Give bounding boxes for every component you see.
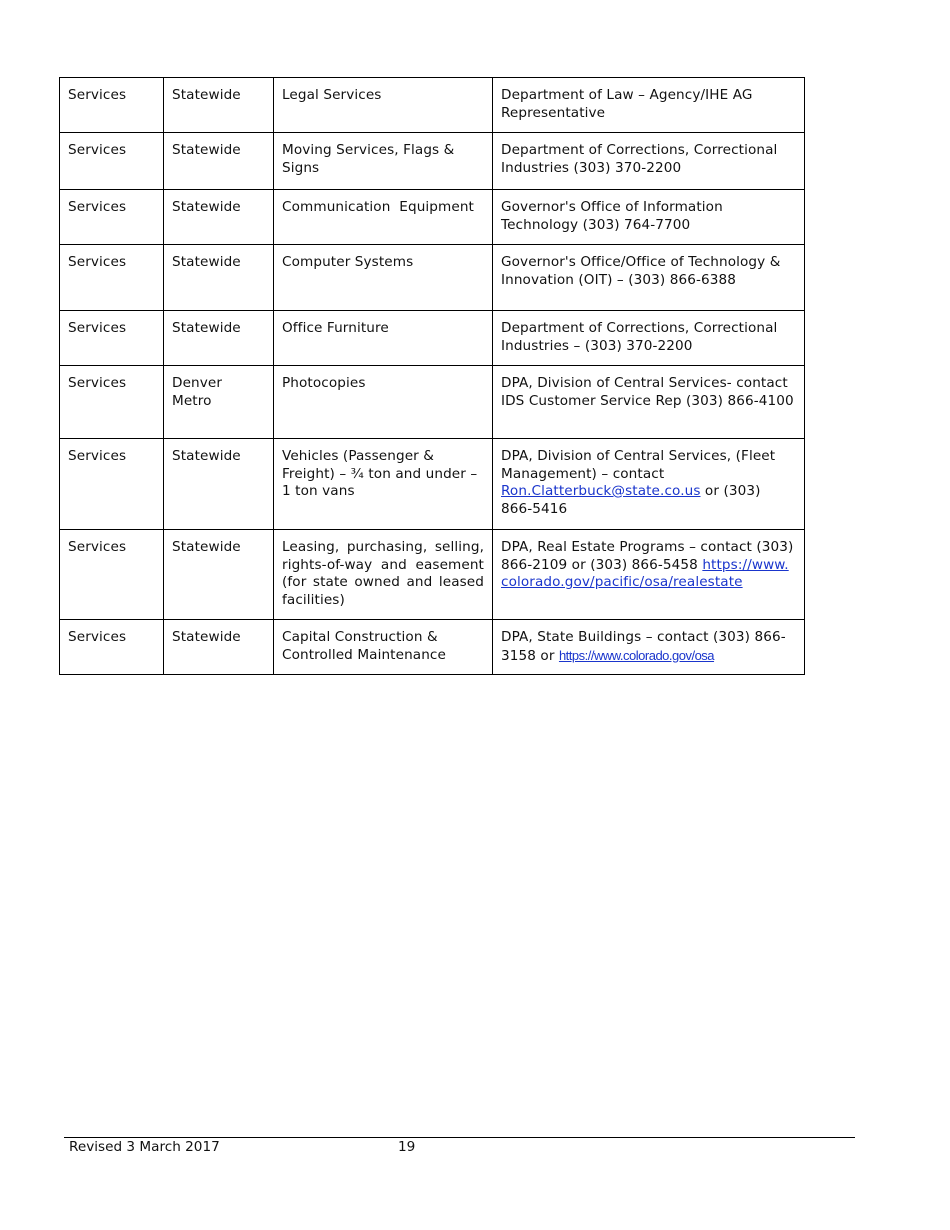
category-cell: Services: [60, 439, 164, 530]
coverage-cell: Statewide: [164, 311, 274, 366]
category-cell: Services: [60, 133, 164, 190]
contact-cell: [493, 620, 805, 675]
page-number: 19: [398, 1139, 416, 1155]
contact-cell: Department of Corrections, Correctional Industries – (303) 370-2200: [493, 311, 805, 366]
coverage-cell: Denver Metro: [164, 366, 274, 439]
category-cell: Services: [60, 366, 164, 439]
footer-divider: [64, 1137, 855, 1138]
coverage-cell: Statewide: [164, 190, 274, 245]
category-cell: Services: [60, 620, 164, 675]
category-cell: Services: [60, 78, 164, 133]
contact-cell: [493, 530, 805, 620]
item-cell: Photocopies: [274, 366, 493, 439]
table-row: [60, 190, 805, 245]
table-row: [60, 530, 805, 620]
item-cell: Capital Construction & Controlled Maintenance: [274, 620, 493, 675]
coverage-cell: Statewide: [164, 245, 274, 311]
table-row: [60, 439, 805, 530]
category-cell: Services: [60, 245, 164, 311]
coverage-cell: Statewide: [164, 133, 274, 190]
item-cell: Vehicles (Passenger & Freight) – ¾ ton and under – 1 ton vans: [274, 439, 493, 530]
contact-text: DPA, Real Estate Programs – contact (303) 866-2109 or (303) 866-5458: [501, 539, 794, 573]
table-row: [60, 78, 805, 133]
table-row: [60, 245, 805, 311]
email-link[interactable]: Ron.Clatterbuck@state.co.us: [501, 483, 701, 499]
contact-cell: Department of Corrections, Correctional Industries (303) 370-2200: [493, 133, 805, 190]
item-cell: Communication Equipment: [274, 190, 493, 245]
contact-cell: Governor's Office/Office of Technology & Innovation (OIT) – (303) 866-6388: [493, 245, 805, 311]
item-cell: Leasing, purchasing, selling, rights-of-way and easement (for state owned and leased facilities): [274, 530, 493, 620]
footer-revised-date: Revised 3 March 2017: [69, 1139, 220, 1155]
coverage-cell: Statewide: [164, 78, 274, 133]
category-cell: Services: [60, 190, 164, 245]
table-row: [60, 620, 805, 675]
table-row: [60, 133, 805, 190]
table-row: [60, 311, 805, 366]
contact-text: or (303) 866-5416: [501, 483, 761, 517]
coverage-cell: Statewide: [164, 530, 274, 620]
item-cell: Computer Systems: [274, 245, 493, 311]
category-cell: Services: [60, 530, 164, 620]
contact-cell: [493, 439, 805, 530]
contact-text: DPA, State Buildings – contact (303) 866-3158 or: [501, 629, 786, 664]
contact-cell: Governor's Office of Information Technology (303) 764-7700: [493, 190, 805, 245]
coverage-cell: Statewide: [164, 439, 274, 530]
contact-cell: DPA, Division of Central Services- contact IDS Customer Service Rep (303) 866-4100: [493, 366, 805, 439]
coverage-cell: Statewide: [164, 620, 274, 675]
item-cell: Office Furniture: [274, 311, 493, 366]
realestate-link[interactable]: https://www.colorado.gov/pacific/osa/realestate: [501, 556, 789, 590]
contact-cell: Department of Law – Agency/IHE AG Representative: [493, 78, 805, 133]
category-cell: Services: [60, 311, 164, 366]
services-table: [59, 77, 805, 675]
item-cell: Moving Services, Flags & Signs: [274, 133, 493, 190]
item-cell: Legal Services: [274, 78, 493, 133]
contact-text: DPA, Division of Central Services, (Fleet Management) – contact: [501, 448, 776, 482]
table-row: [60, 366, 805, 439]
osa-link[interactable]: https://www.colorado.gov/osa: [558, 647, 715, 663]
